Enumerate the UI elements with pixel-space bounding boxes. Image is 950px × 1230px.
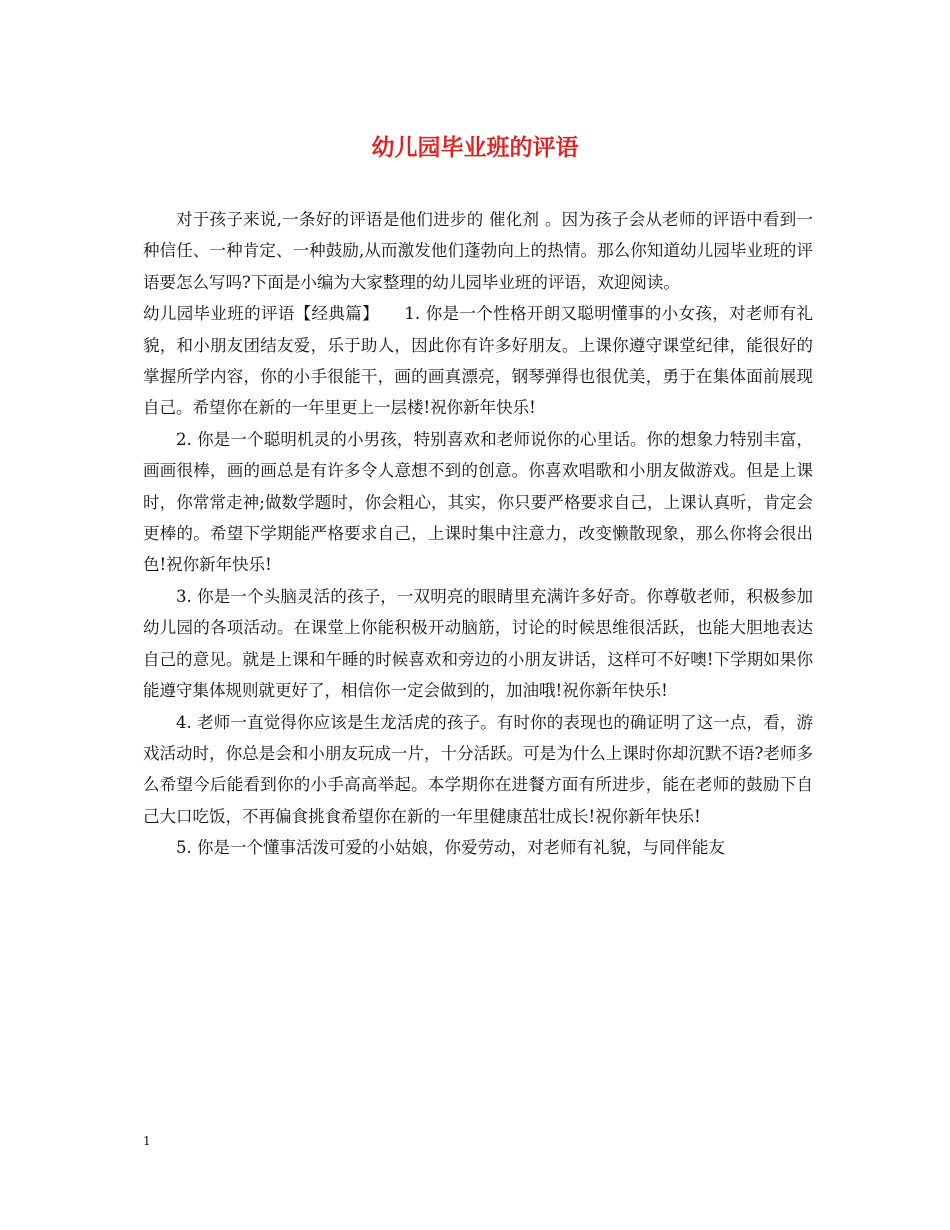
comment-paragraph-3: 3. 你是一个头脑灵活的孩子，一双明亮的眼睛里充满许多好奇。你尊敬老师，积极参加幼儿园的各项活动。在课堂上你能积极开动脑筋，讨论的时候思维很活跃，也能大胆地表达自己的意见。就是上课和午睡的时候喜欢和旁边的小朋友讲话，这样可不好噢!下学期如果你能遵守集体规则就更好了，相信你一定会做到的，加油哦!祝你新年快乐! [143,586,813,701]
page-number: 1 [143,1134,151,1148]
document-title: 幼儿园毕业班的评语 [371,134,579,161]
comment-paragraph-2: 2. 你是一个聪明机灵的小男孩，特别喜欢和老师说你的心里话。你的想象力特别丰富，画画很棒，画的画总是有许多令人意想不到的创意。你喜欢唱歌和小朋友做游戏。但是上课时，你常常走神;做数学题时，你会粗心，其实，你只要严格要求自己，上课认真听，肯定会更棒的。希望下学期能严格要求自己，上课时集中注意力，改变懒散现象，那么你将会很出色!祝你新年快乐! [143,429,813,575]
document-body [143,204,813,864]
comment-paragraph-4: 4. 老师一直觉得你应该是生龙活虎的孩子。有时你的表现也的确证明了这一点，看，游戏活动时，你总是会和小朋友玩成一片，十分活跃。可是为什么上课时你却沉默不语?老师多么希望今后能看到你的小手高高举起。本学期你在进餐方面有所进步，能在老师的鼓励下自己大口吃饭，不再偏食挑食希望你在新的一年里健康茁壮成长!祝你新年快乐! [143,712,813,826]
comment-paragraph-1: 幼儿园毕业班的评语【经典篇】 1. 你是一个性格开朗又聪明懂事的小女孩，对老师有礼貌，和小朋友团结友爱，乐于助人，因此你有许多好朋友。上课你遵守课堂纪律，能很好的掌握所学内容，你的小手很能干，画的画真漂亮，钢琴弹得也很优美，勇于在集体面前展现自己。希望你在新的一年里更上一层楼!祝你新年快乐! [143,304,813,418]
comment-paragraph-5: 5. 你是一个懂事活泼可爱的小姑娘，你爱劳动，对老师有礼貌，与同伴能友 [176,838,725,858]
intro-paragraph: 对于孩子来说,一条好的评语是他们进步的 催化剂 。因为孩子会从老师的评语中看到一种信任、一种肯定、一种鼓励,从而激发他们蓬勃向上的热情。那么你知道幼儿园毕业班的评语要怎么写吗?下面是小编为大家整理的幼儿园毕业班的评语，欢迎阅读。 [143,210,813,292]
